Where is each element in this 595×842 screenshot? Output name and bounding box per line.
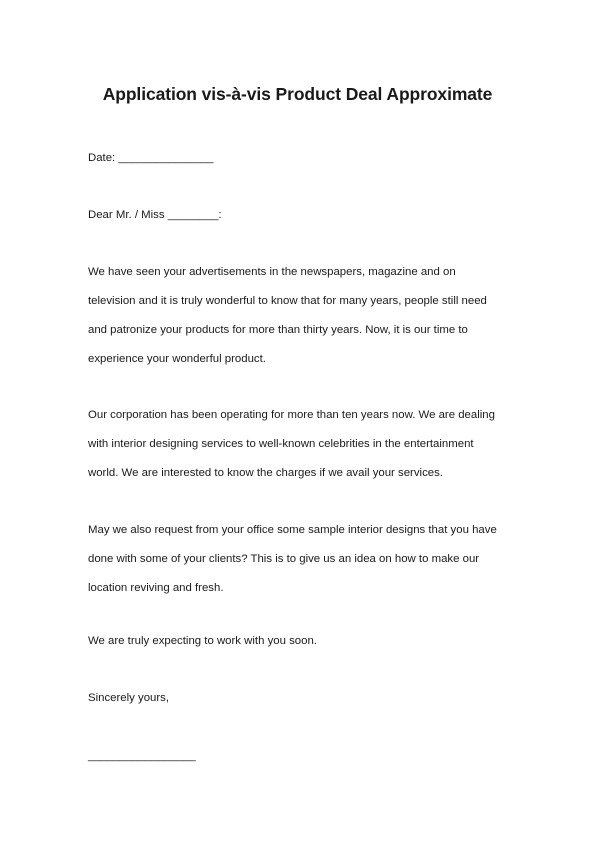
signature-line: _________________ (88, 750, 196, 762)
paragraph-line: May we also request from your office some sample interior designs that you have (88, 524, 497, 536)
paragraph-line: experience your wonderful product. (88, 353, 266, 365)
document-title: Application vis-à-vis Product Deal Approximate (102, 84, 493, 104)
paragraph-line: done with some of your clients? This is to give us an idea on how to make our (88, 553, 480, 565)
closing-sentence: We are truly expecting to work with you soon. (88, 635, 317, 647)
paragraph-line: We have seen your advertisements in the newspapers, magazine and on (88, 266, 456, 278)
paragraph-line: location reviving and fresh. (88, 582, 224, 594)
paragraph-line: and patronize your products for more than thirty years. Now, it is our time to (88, 324, 468, 336)
paragraph-2 (88, 401, 495, 488)
sign-off: Sincerely yours, (88, 692, 170, 704)
paragraph-3 (88, 516, 497, 603)
salutation: Dear Mr. / Miss ________: (88, 209, 222, 221)
paragraph-line: television and it is truly wonderful to know that for many years, people still need (88, 295, 487, 307)
date-line: Date: _______________ (88, 152, 214, 164)
paragraph-line: world. We are interested to know the charges if we avail your services. (88, 467, 443, 479)
paragraph-line: with interior designing services to well-known celebrities in the entertainment (88, 438, 474, 450)
paragraph-line: Our corporation has been operating for more than ten years now. We are dealing (88, 409, 495, 421)
paragraph-1 (88, 258, 487, 374)
